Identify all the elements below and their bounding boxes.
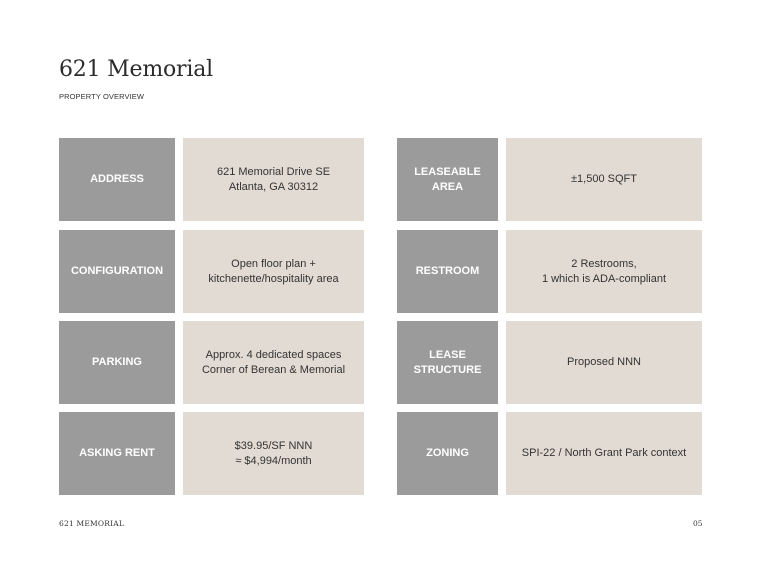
address-value: 621 Memorial Drive SE Atlanta, GA 30312 bbox=[183, 138, 364, 221]
restroom-label: RESTROOM bbox=[397, 230, 498, 313]
zoning-value: SPI-22 / North Grant Park context bbox=[506, 412, 702, 495]
restroom-value: 2 Restrooms, 1 which is ADA-compliant bbox=[506, 230, 702, 313]
lease-structure-label: LEASE STRUCTURE bbox=[397, 321, 498, 404]
page-number: 05 bbox=[693, 519, 703, 528]
page-title: 621 Memorial bbox=[59, 57, 213, 82]
address-label: ADDRESS bbox=[59, 138, 175, 221]
leaseable-area-value: ±1,500 SQFT bbox=[506, 138, 702, 221]
footer-document-name: 621 MEMORIAL bbox=[59, 519, 125, 528]
asking-rent-value: $39.95/SF NNN ≈ $4,994/month bbox=[183, 412, 364, 495]
parking-label: PARKING bbox=[59, 321, 175, 404]
asking-rent-label: ASKING RENT bbox=[59, 412, 175, 495]
parking-value: Approx. 4 dedicated spaces Corner of Berean & Memorial bbox=[183, 321, 364, 404]
page-subtitle: PROPERTY OVERVIEW bbox=[59, 92, 145, 101]
lease-structure-value: Proposed NNN bbox=[506, 321, 702, 404]
leaseable-area-label: LEASEABLE AREA bbox=[397, 138, 498, 221]
configuration-value: Open floor plan + kitchenette/hospitality area bbox=[183, 230, 364, 313]
configuration-label: CONFIGURATION bbox=[59, 230, 175, 313]
zoning-label: ZONING bbox=[397, 412, 498, 495]
